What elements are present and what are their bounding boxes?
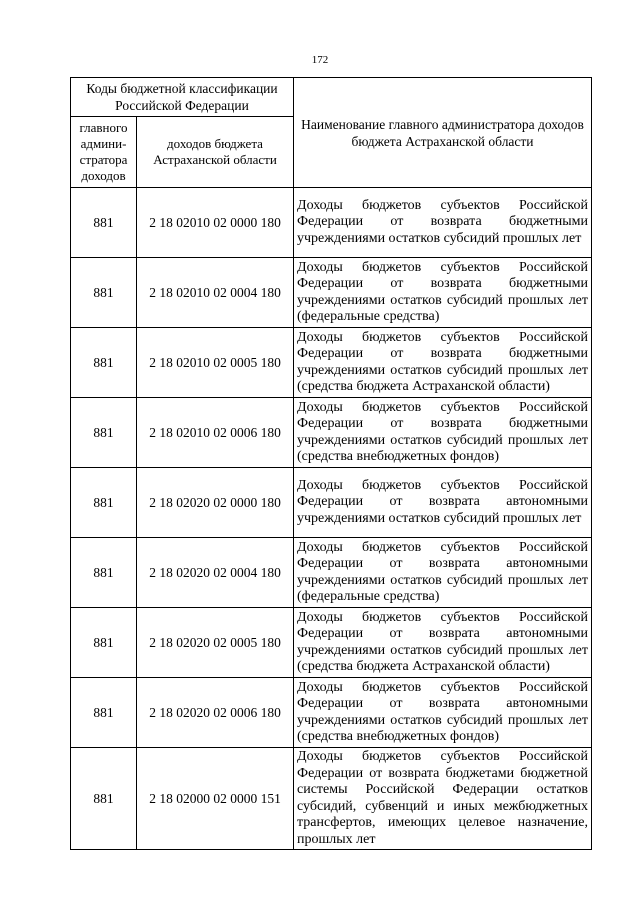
revenue-name-cell: Доходы бюджетов субъектов Российской Федерации от возврата автономными учреждениями остатков субсидий прошлых лет (федеральные средства): [294, 538, 592, 608]
table-row: [71, 398, 592, 468]
admin-code-cell: 881: [71, 328, 137, 398]
page-number: 172: [311, 54, 329, 66]
revenue-name-cell: Доходы бюджетов субъектов Российской Федерации от возврата автономными учреждениями остатков субсидий прошлых лет: [294, 468, 592, 538]
header-admin-name: Наименование главного администратора доходов бюджета Астраханской области: [294, 78, 592, 188]
revenue-code-cell: 2 18 02010 02 0004 180: [137, 258, 294, 328]
header-admin-code: главного админи-стратора доходов: [71, 117, 137, 188]
revenue-code-cell: 2 18 02020 02 0006 180: [137, 678, 294, 748]
admin-code-cell: 881: [71, 538, 137, 608]
table-row: [71, 468, 592, 538]
admin-code-cell: 881: [71, 188, 137, 258]
revenue-code-cell: 2 18 02020 02 0000 180: [137, 468, 294, 538]
admin-code-cell: 881: [71, 398, 137, 468]
revenue-code-cell: 2 18 02020 02 0005 180: [137, 608, 294, 678]
admin-code-cell: 881: [71, 608, 137, 678]
table-row: [71, 678, 592, 748]
revenue-name-cell: Доходы бюджетов субъектов Российской Федерации от возврата бюджетными учреждениями остатков субсидий прошлых лет (федеральные средства): [294, 258, 592, 328]
header-row-top: [71, 78, 592, 117]
revenue-code-cell: 2 18 02010 02 0005 180: [137, 328, 294, 398]
table-row: [71, 328, 592, 398]
revenue-name-cell: Доходы бюджетов субъектов Российской Федерации от возврата автономными учреждениями остатков субсидий прошлых лет (средства внебюджетных фондов): [294, 678, 592, 748]
admin-code-cell: 881: [71, 468, 137, 538]
revenue-code-cell: 2 18 02010 02 0000 180: [137, 188, 294, 258]
table-row: [71, 608, 592, 678]
revenue-name-cell: Доходы бюджетов субъектов Российской Федерации от возврата бюджетными учреждениями остатков субсидий прошлых лет: [294, 188, 592, 258]
admin-code-cell: 881: [71, 258, 137, 328]
admin-code-cell: 881: [71, 748, 137, 850]
revenue-name-cell: Доходы бюджетов субъектов Российской Федерации от возврата бюджетными учреждениями остатков субсидий прошлых лет (средства внебюджетных фондов): [294, 398, 592, 468]
table-row: [71, 538, 592, 608]
table-row: [71, 188, 592, 258]
revenue-code-cell: 2 18 02000 02 0000 151: [137, 748, 294, 850]
admin-code-cell: 881: [71, 678, 137, 748]
header-codes-group: Коды бюджетной классификации Российской Федерации: [71, 78, 294, 117]
revenue-code-cell: 2 18 02010 02 0006 180: [137, 398, 294, 468]
revenue-name-cell: Доходы бюджетов субъектов Российской Федерации от возврата бюджетными учреждениями остатков субсидий прошлых лет (средства бюджета Астраханской области): [294, 328, 592, 398]
table-row: [71, 258, 592, 328]
table-row: [71, 748, 592, 850]
header-revenue-code: доходов бюджета Астраханской области: [137, 117, 294, 188]
budget-classification-table: [70, 77, 592, 850]
revenue-name-cell: Доходы бюджетов субъектов Российской Федерации от возврата бюджетами бюджетной системы Российской Федерации остатков субсидий, субвенций и иных межбюджетных трансфертов, имеющих целевое назначение, прошлых лет: [294, 748, 592, 850]
revenue-code-cell: 2 18 02020 02 0004 180: [137, 538, 294, 608]
revenue-name-cell: Доходы бюджетов субъектов Российской Федерации от возврата автономными учреждениями остатков субсидий прошлых лет (средства бюджета Астраханской области): [294, 608, 592, 678]
